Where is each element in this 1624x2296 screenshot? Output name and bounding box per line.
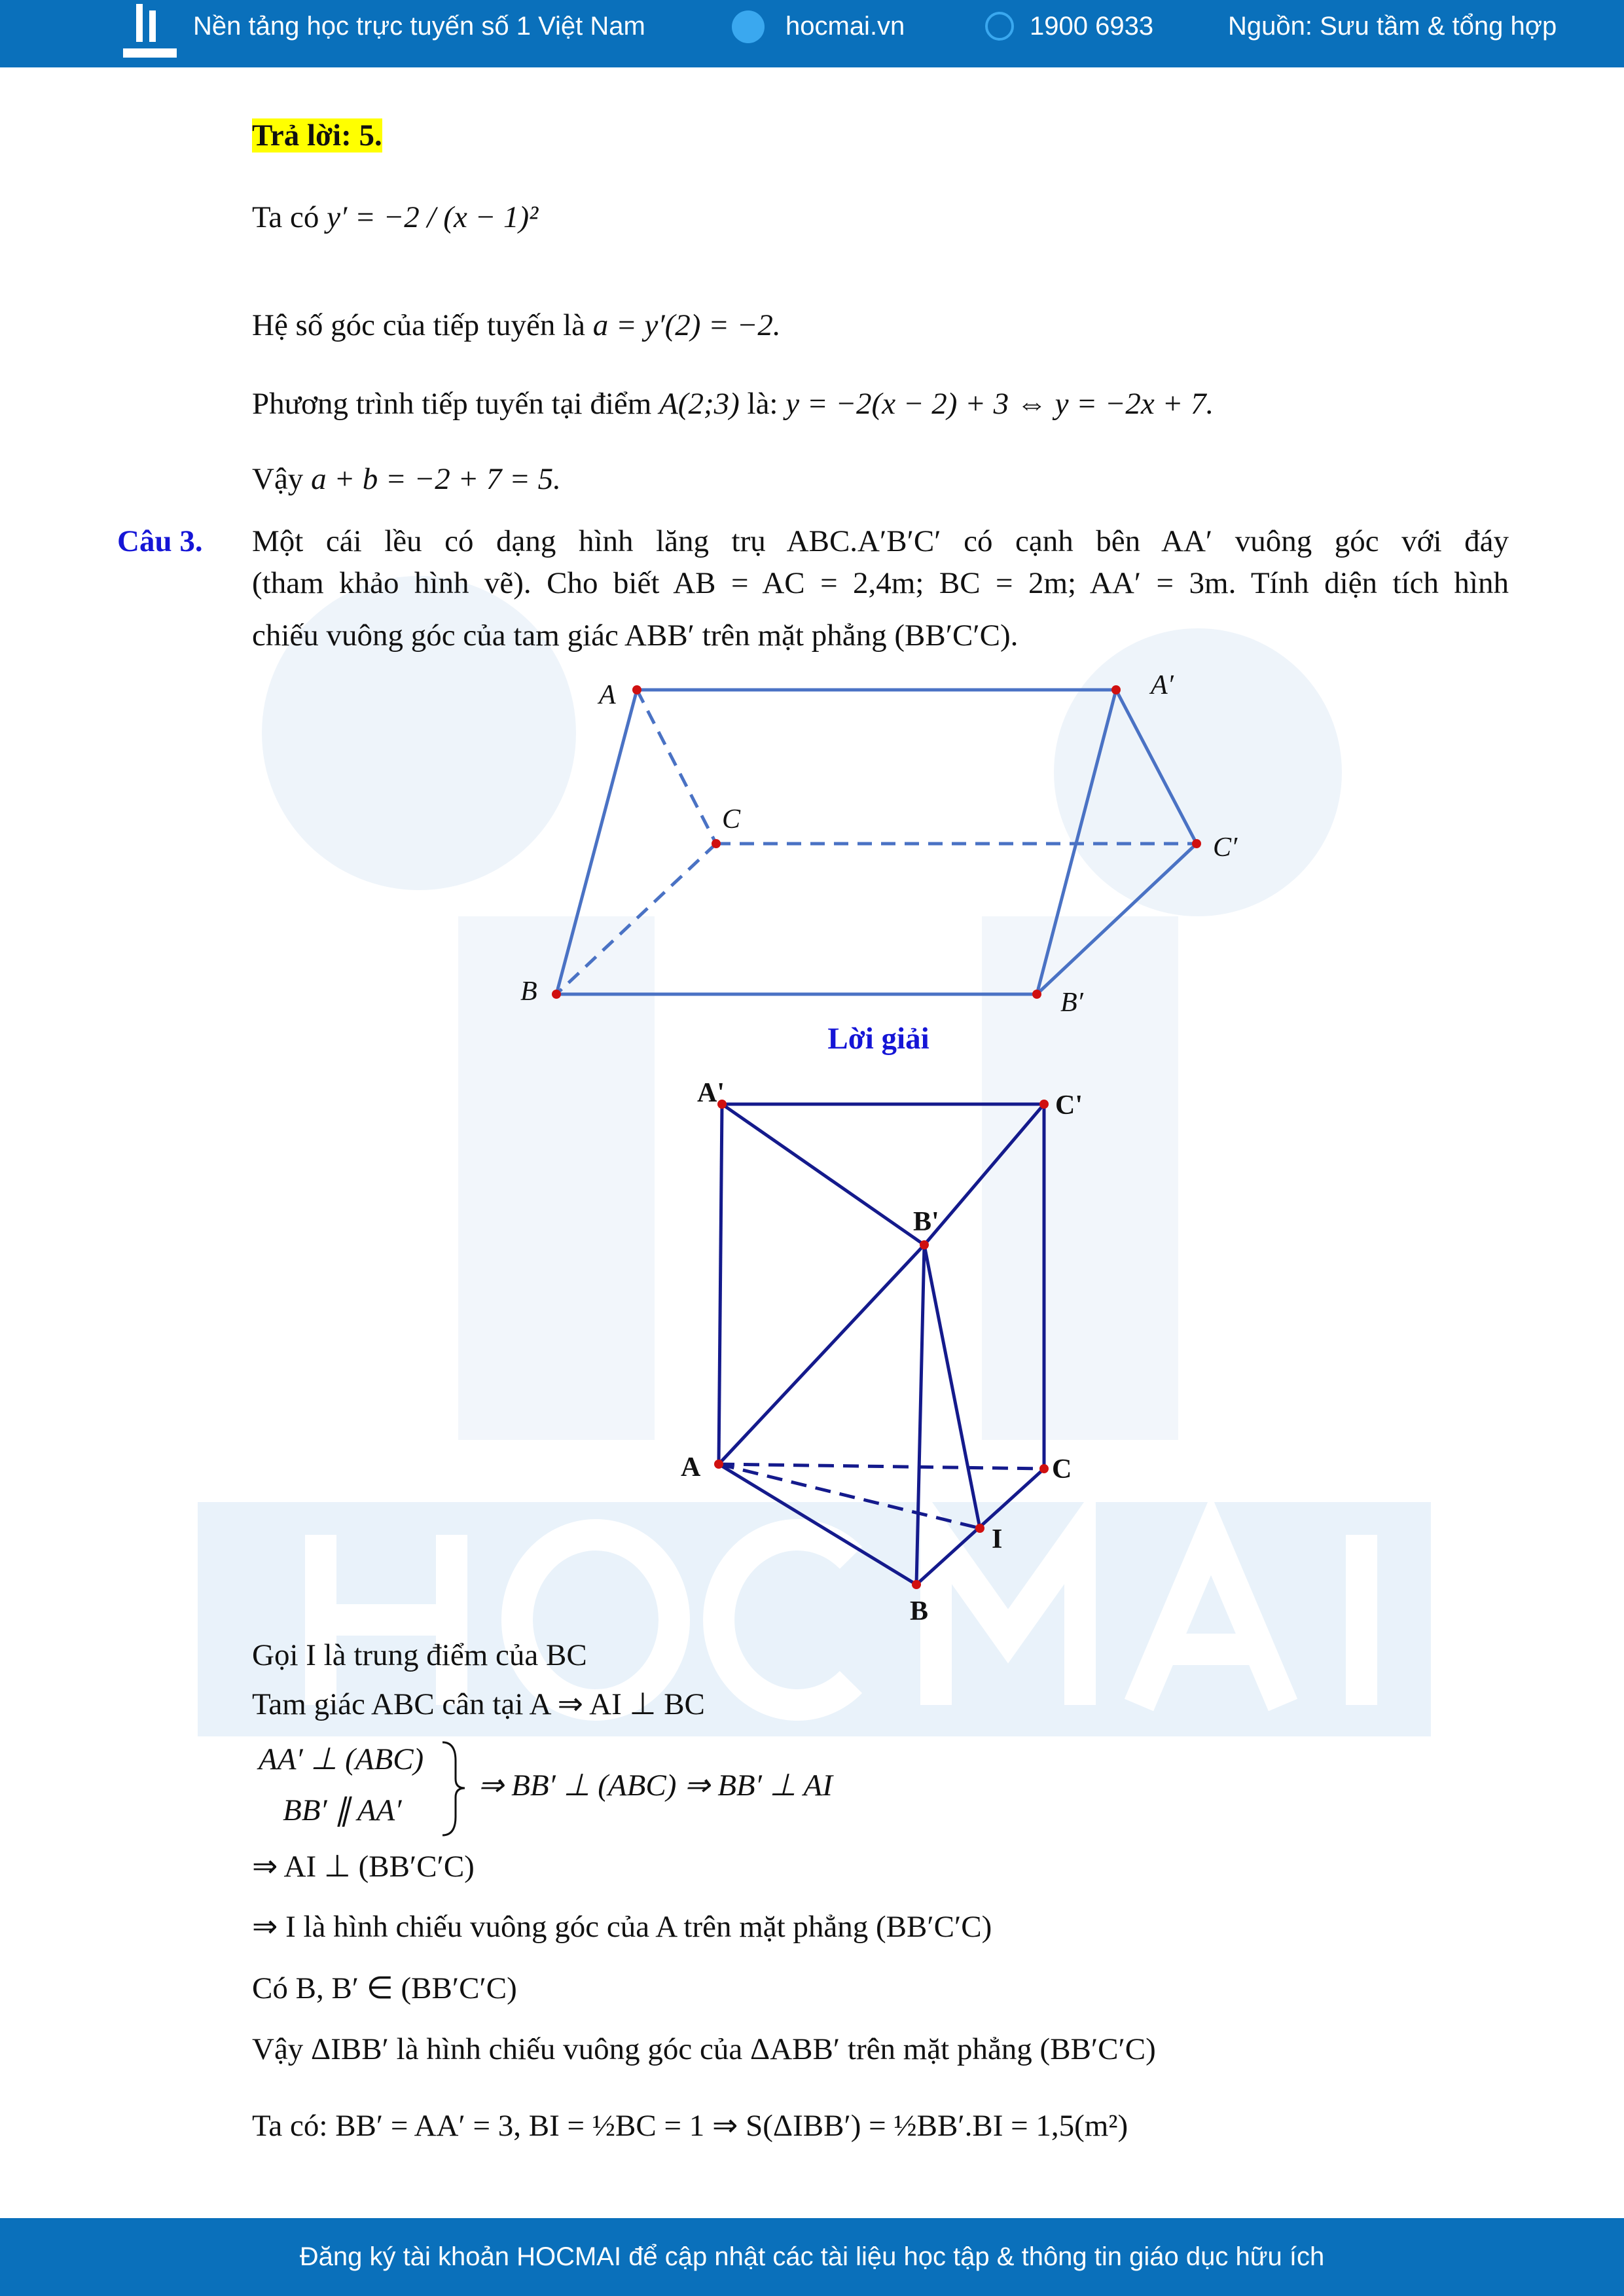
solution-title: Lời giải <box>827 1022 929 1056</box>
text: Vậy <box>252 462 312 496</box>
math: a + b = −2 + 7 = 5. <box>311 462 561 496</box>
question-line-1: Một cái lều có dạng hình lăng trụ ABC.A′B′C′ có cạnh bên AA′ vuông góc với đáy <box>252 524 1509 558</box>
solution-line-5: ⇒ I là hình chiếu vuông góc của A trên mặt phẳng (BB′C′C) <box>252 1910 992 1944</box>
label-A: A <box>599 680 616 710</box>
label-C: C <box>722 804 741 834</box>
label-B: B <box>910 1596 929 1626</box>
math: A(2;3) <box>659 387 740 421</box>
text: Phương trình tiếp tuyến tại điểm <box>252 387 660 421</box>
question-line-3: chiếu vuông góc của tam giác ABB′ trên mặt phẳng (BB′C′C). <box>252 619 1019 653</box>
math: y = −2(x − 2) + 3 ⇔ y = −2x + 7. <box>785 387 1214 421</box>
header-slogan: Nền tảng học trực tuyến số 1 Việt Nam <box>193 12 645 41</box>
question-label: Câu 3. <box>117 524 203 558</box>
solution-line-4: ⇒ AI ⊥ (BB′C′C) <box>252 1850 475 1884</box>
label-A-prime: A′ <box>1151 670 1174 700</box>
question-line-2: (tham khảo hình vẽ). Cho biết AB = AC = 2,4m; BC = 2m; AA′ = 3m. Tính diện tích hình <box>252 566 1509 600</box>
label-B-prime: B′ <box>1060 988 1083 1018</box>
label-I: I <box>992 1524 1003 1554</box>
header-website[interactable]: hocmai.vn <box>785 12 905 41</box>
solution-line-6: Có B, B′ ∈ (BB′C′C) <box>252 1971 517 2005</box>
solution-line-8: Ta có: BB′ = AA′ = 3, BI = ½BC = 1 ⇒ S(ΔIBB′) = ½BB′.BI = 1,5(m²) <box>252 2109 1128 2143</box>
answer-label: Trả lời: 5. <box>252 118 382 152</box>
label-C: C <box>1052 1454 1072 1484</box>
system-result: ⇒ BB′ ⊥ (ABC) ⇒ BB′ ⊥ AI <box>478 1768 833 1803</box>
solution-line-2: Tam giác ABC cân tại A ⇒ AI ⊥ BC <box>252 1687 705 1721</box>
text: là: <box>739 387 786 421</box>
label-A: A <box>681 1452 701 1482</box>
solution-line-7: Vậy ΔIBB′ là hình chiếu vuông góc của ΔABB′ trên mặt phẳng (BB′C′C) <box>252 2032 1156 2066</box>
math: a = y′(2) = −2. <box>592 308 781 342</box>
label-B-prime: B' <box>913 1207 939 1237</box>
header-phone: 1900 6933 <box>1030 12 1154 41</box>
math: y′ = −2 / (x − 1)² <box>327 200 539 234</box>
label-C-prime: C' <box>1055 1090 1083 1121</box>
system-line-2: BB′ ∥ AA′ <box>283 1793 402 1827</box>
label-B: B <box>520 977 537 1007</box>
header-source: Nguồn: Sưu tầm & tổng hợp <box>1228 12 1557 41</box>
solution-line-1: Gọi I là trung điểm của BC <box>252 1638 587 1672</box>
footer-bar: Đăng ký tài khoản HOCMAI để cập nhật các tài liệu học tập & thông tin giáo dục hữu ích <box>0 2218 1624 2296</box>
label-A-prime: A' <box>697 1078 725 1108</box>
text: Ta có <box>252 200 327 234</box>
system-line-1: AA′ ⊥ (ABC) <box>259 1742 424 1776</box>
text: Hệ số góc của tiếp tuyến là <box>252 308 593 342</box>
label-C-prime: C′ <box>1213 833 1238 863</box>
